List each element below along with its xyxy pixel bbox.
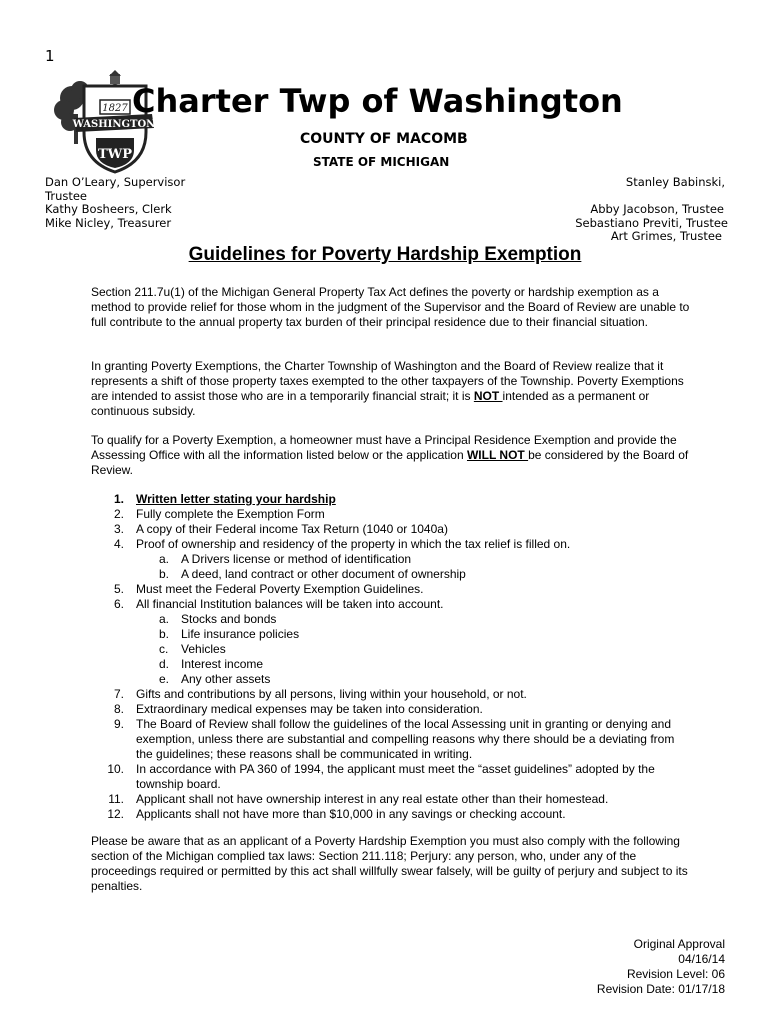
officers-left (45, 176, 185, 230)
list-number: 10. (107, 762, 124, 776)
paragraph-perjury: Please be aware that as an applicant of a Poverty Hardship Exemption you must also comply with the following section of the Michigan complied tax laws: Section 211.118; Perjury: any person, who, under any of the proceedings required or permitted by this act shall willfully swear falsely, will be guilty of perjury and subject to its penalties. (91, 834, 688, 893)
emphasis-not: NOT (473, 389, 503, 403)
officer-line: Kathy Bosheers, Clerk (45, 202, 172, 216)
sub-list-text: Stocks and bonds (181, 612, 277, 626)
logo-abbr: TWP (97, 147, 133, 162)
revision-level: Revision Level: 06 (626, 967, 725, 981)
list-item (91, 597, 691, 687)
paragraph-definition: Section 211.7u(1) of the Michigan General Property Tax Act defines the poverty or hardship exemption as a method to provide relief for those whom in the judgment of the Supervisor and the Board of Review are unable to full contribute to the annual property tax burden of their principal residence due to their financial situation. (91, 285, 690, 329)
section-heading: Guidelines for Poverty Hardship Exemption (188, 244, 582, 265)
officer-line: Art Grimes, Trustee (610, 229, 722, 243)
list-item (91, 687, 691, 702)
list-text: Extraordinary medical expenses may be taken into consideration. (136, 702, 483, 716)
sub-list-text: A deed, land contract or other document of ownership (181, 567, 466, 581)
sub-list-item (136, 552, 691, 567)
sub-list-letter: a. (159, 612, 170, 626)
list-number: 2. (113, 507, 124, 521)
officer-line: Sebastiano Previti, Trustee (575, 215, 728, 230)
approval-block (597, 937, 725, 997)
paragraph-text: intended as a permanent or continuous subsidy. (91, 389, 650, 418)
sub-list-letter: d. (159, 657, 170, 671)
list-number: 1. (113, 492, 124, 506)
list-text: All financial Institution balances will be taken into account. (136, 597, 444, 611)
paragraph-text: be considered by the Board of Review. (91, 448, 689, 477)
county-line: COUNTY OF MACOMB (300, 131, 468, 147)
list-text: Proof of ownership and residency of the property in which the tax relief is filled on. (136, 537, 571, 551)
sub-list-item (136, 627, 691, 642)
list-text: In accordance with PA 360 of 1994, the applicant must meet the “asset guidelines” adopted by the township board. (136, 762, 655, 791)
officer-line: Dan O’Leary, Supervisor (45, 175, 186, 189)
sub-list-letter: a. (159, 552, 170, 566)
document-title: Charter Twp of Washington (132, 82, 623, 120)
sub-list-item (136, 657, 691, 672)
officer-line: Abby Jacobson, Trustee (590, 202, 724, 216)
list-item (91, 537, 691, 582)
sub-list-letter: e. (159, 672, 170, 686)
approval-label: Original Approval (633, 937, 725, 951)
list-text: Must meet the Federal Poverty Exemption Guidelines. (136, 582, 424, 596)
list-item (91, 582, 691, 597)
sub-list-text: Interest income (181, 657, 264, 671)
list-text: The Board of Review shall follow the guidelines of the local Assessing unit in granting or denying and exemption, unless there are substantial and compelling reasons why there should be a deviating from the guidelines; these reasons shall be communicated in writing. (136, 717, 675, 761)
list-item (91, 522, 691, 537)
sub-list-letter: b. (159, 627, 170, 641)
paragraph-text: In granting Poverty Exemptions, the Charter Township of Washington and the Board of Review realize that it represents a shift of those property taxes exempted to the other taxpayers of the Township. Poverty Exemptions are intended to assist those who are in a temporarily financial strait; it is (91, 359, 684, 403)
list-item (91, 717, 691, 762)
list-number: 5. (113, 582, 124, 596)
list-number: 3. (113, 522, 124, 536)
list-text: Applicants shall not have more than $10,000 in any savings or checking account. (136, 807, 566, 821)
officer-line: Stanley Babinski, (625, 175, 725, 189)
officer-line: Mike Nicley, Treasurer (45, 215, 172, 230)
logo-name: WASHINGTON (72, 119, 156, 130)
list-number: 4. (113, 537, 124, 551)
sub-list-item (136, 642, 691, 657)
emphasis-will-not: WILL NOT (466, 448, 529, 462)
list-item (91, 807, 691, 822)
list-item (91, 702, 691, 717)
list-number: 9. (113, 717, 124, 731)
state-line: STATE OF MICHIGAN (313, 155, 450, 169)
paragraph-granting (91, 359, 691, 419)
sub-list (136, 552, 691, 582)
list-text: Gifts and contributions by all persons, living within your household, or not. (136, 687, 527, 701)
logo-year: 1827 (102, 103, 128, 114)
list-number: 8. (113, 702, 124, 716)
officer-line: Trustee (45, 188, 88, 203)
list-item (91, 762, 691, 792)
officer-line (575, 190, 728, 204)
sub-list-text: Life insurance policies (181, 627, 300, 641)
revision-date: Revision Date: 01/17/18 (596, 982, 725, 996)
list-item (91, 792, 691, 807)
sub-list-letter: c. (159, 642, 169, 656)
sub-list (136, 612, 691, 687)
sub-list-item (136, 612, 691, 627)
list-item (91, 507, 691, 522)
list-text: A copy of their Federal income Tax Return (1040 or 1040a) (136, 522, 448, 536)
sub-list-text: Any other assets (181, 672, 271, 686)
paragraph-text: To qualify for a Poverty Exemption, a homeowner must have a Principal Residence Exemption and provide the Assessing Office with all the information listed below or the application (91, 433, 677, 462)
officers-right (575, 176, 728, 244)
sub-list-text: Vehicles (181, 642, 226, 656)
requirements-list (91, 492, 691, 822)
list-text: Applicant shall not have ownership interest in any real estate other than their homestead. (136, 792, 609, 806)
list-text: Written letter stating your hardship (136, 492, 336, 506)
list-number: 6. (113, 597, 124, 611)
page-number: 1 (45, 47, 55, 65)
list-number: 12. (107, 807, 124, 821)
approval-date: 04/16/14 (678, 952, 725, 966)
sub-list-item (136, 672, 691, 687)
list-item (91, 492, 691, 507)
sub-list-item (136, 567, 691, 582)
sub-list-letter: b. (159, 567, 170, 581)
paragraph-qualify (91, 433, 691, 478)
sub-list-text: A Drivers license or method of identification (181, 552, 412, 566)
list-number: 11. (108, 792, 124, 806)
list-number: 7. (113, 687, 124, 701)
list-text: Fully complete the Exemption Form (136, 507, 325, 521)
